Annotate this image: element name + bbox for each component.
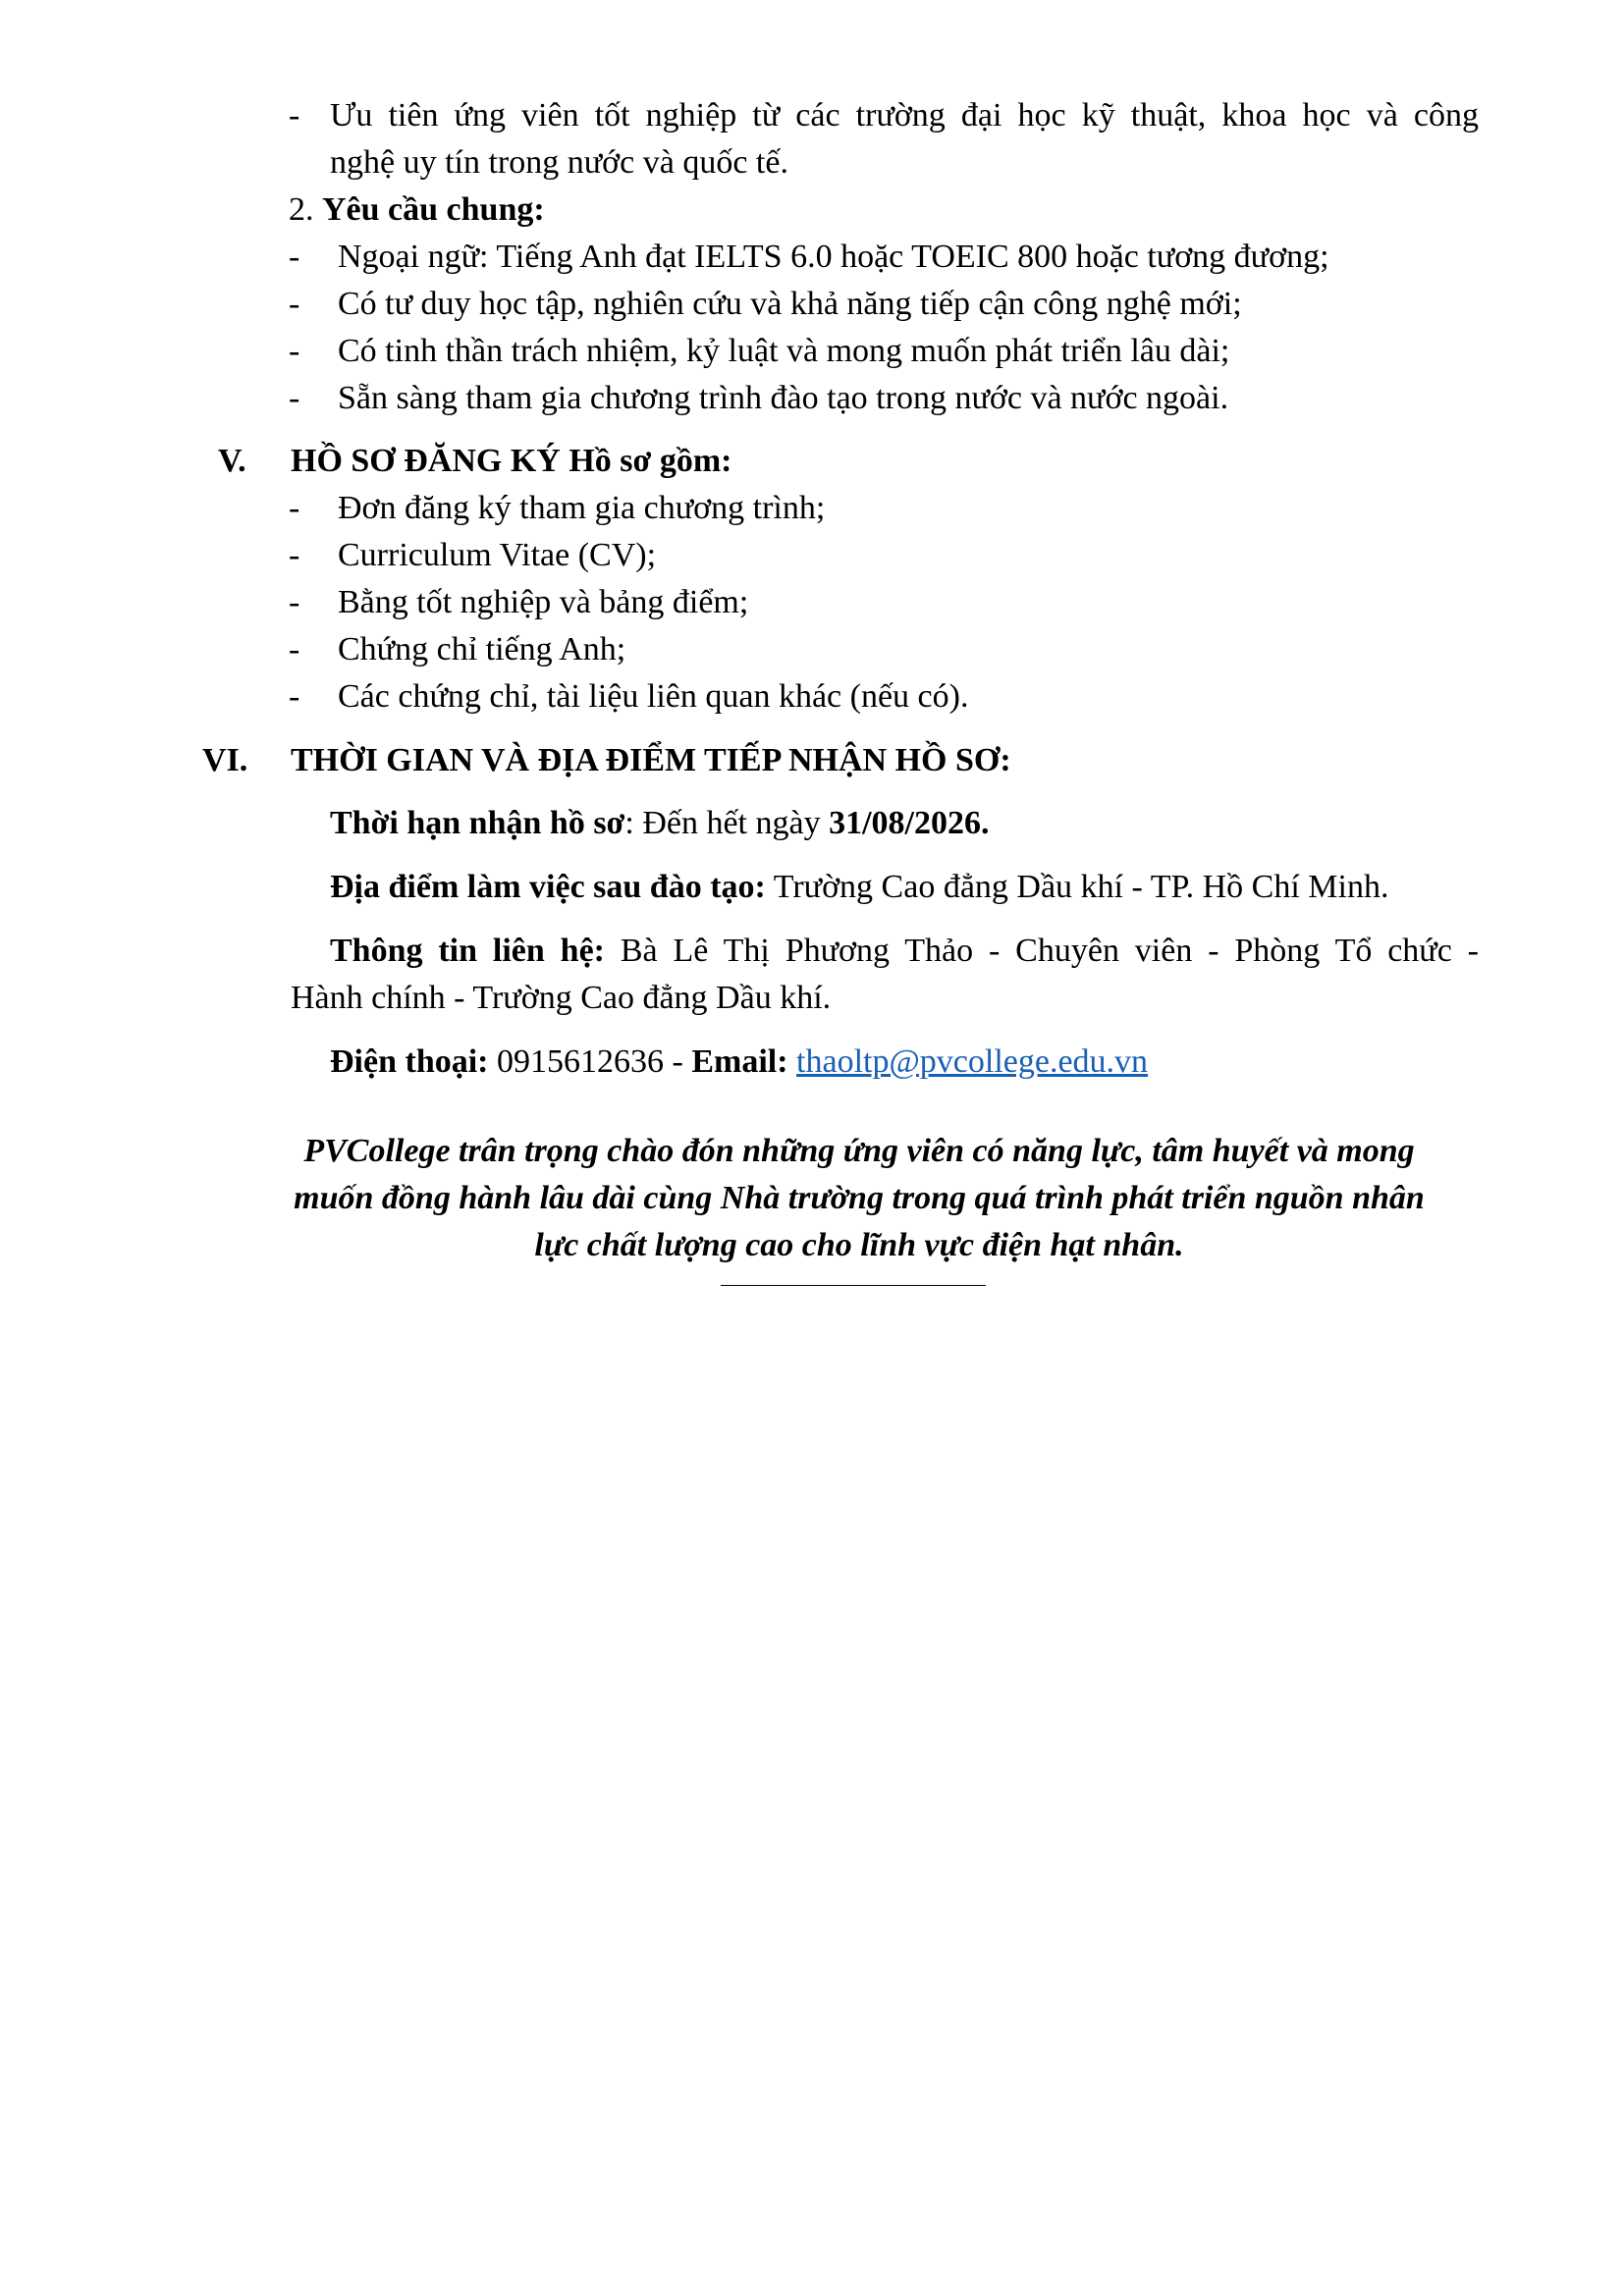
bullet-dash: - — [289, 631, 300, 667]
section-6-number: VI. — [202, 742, 248, 778]
dossier-item: Chứng chỉ tiếng Anh; — [338, 631, 626, 667]
bullet-dash: - — [289, 239, 300, 275]
general-req-item: Có tư duy học tập, nghiên cứu và khả năng tiếp cận công nghệ mới; — [338, 286, 1242, 322]
deadline-text: : Đến hết ngày — [624, 805, 830, 841]
workplace-label: Địa điểm làm việc sau đào tạo: — [330, 869, 766, 905]
closing-divider — [721, 1285, 986, 1286]
bullet-dash: - — [289, 333, 300, 369]
closing-line2: muốn đồng hành lâu dài cùng Nhà trường trong quá trình phát triển nguồn nhân — [294, 1180, 1425, 1216]
bullet-dash: - — [289, 97, 300, 133]
bullet-dash: - — [289, 537, 300, 573]
deadline-label: Thời hạn nhận hồ sơ — [330, 805, 625, 841]
phone-email-line — [330, 1039, 1148, 1086]
workplace-line — [330, 864, 1388, 911]
contact-label: Thông tin liên hệ: — [330, 933, 605, 969]
dossier-item: Curriculum Vitae (CV); — [338, 537, 657, 573]
general-requirements-title: Yêu cầu chung: — [322, 191, 545, 228]
deadline-date: 31/08/2026. — [829, 805, 990, 841]
dossier-item: Đơn đăng ký tham gia chương trình; — [338, 490, 826, 526]
section-5-title: HỒ SƠ ĐĂNG KÝ Hồ sơ gồm: — [291, 443, 732, 479]
contact-line2: Hành chính - Trường Cao đẳng Dầu khí. — [291, 980, 832, 1016]
bullet-dash: - — [289, 678, 300, 715]
closing-line1: PVCollege trân trọng chào đón những ứng viên có năng lực, tâm huyết và mong — [303, 1133, 1415, 1169]
general-requirements-number: 2. — [289, 191, 314, 228]
general-requirements-heading — [289, 187, 545, 234]
bullet-dash: - — [289, 286, 300, 322]
general-req-item: Ngoại ngữ: Tiếng Anh đạt IELTS 6.0 hoặc TOEIC 800 hoặc tương đương; — [338, 239, 1329, 275]
deadline-line — [330, 800, 990, 847]
dossier-item: Bằng tốt nghiệp và bảng điểm; — [338, 584, 749, 620]
contact-line1 — [330, 928, 1479, 975]
general-req-item: Sẵn sàng tham gia chương trình đào tạo trong nước và nước ngoài. — [338, 380, 1229, 416]
bullet-dash: - — [289, 380, 300, 416]
section-6-title: THỜI GIAN VÀ ĐỊA ĐIỂM TIẾP NHẬN HỒ SƠ: — [291, 742, 1011, 778]
email-link[interactable]: thaoltp@pvcollege.edu.vn — [796, 1043, 1149, 1080]
general-req-item: Có tinh thần trách nhiệm, kỷ luật và mong muốn phát triển lâu dài; — [338, 333, 1230, 369]
closing-line3: lực chất lượng cao cho lĩnh vực điện hạt nhân. — [534, 1227, 1184, 1263]
bullet-dash: - — [289, 584, 300, 620]
preference-bullet-line1: Ưu tiên ứng viên tốt nghiệp từ các trường đại học kỹ thuật, khoa học và công — [330, 97, 1479, 133]
dossier-item: Các chứng chỉ, tài liệu liên quan khác (nếu có). — [338, 678, 969, 715]
phone-label: Điện thoại: — [330, 1043, 489, 1080]
preference-bullet-line2: nghệ uy tín trong nước và quốc tế. — [330, 144, 788, 181]
contact-value: Bà Lê Thị Phương Thảo - Chuyên viên - Phòng Tổ chức - — [605, 933, 1479, 969]
phone-value: 0915612636 - — [488, 1043, 692, 1080]
section-5-number: V. — [218, 443, 246, 479]
bullet-dash: - — [289, 490, 300, 526]
workplace-value: Trường Cao đẳng Dầu khí - TP. Hồ Chí Minh. — [765, 869, 1389, 905]
email-label: Email: — [691, 1043, 788, 1080]
